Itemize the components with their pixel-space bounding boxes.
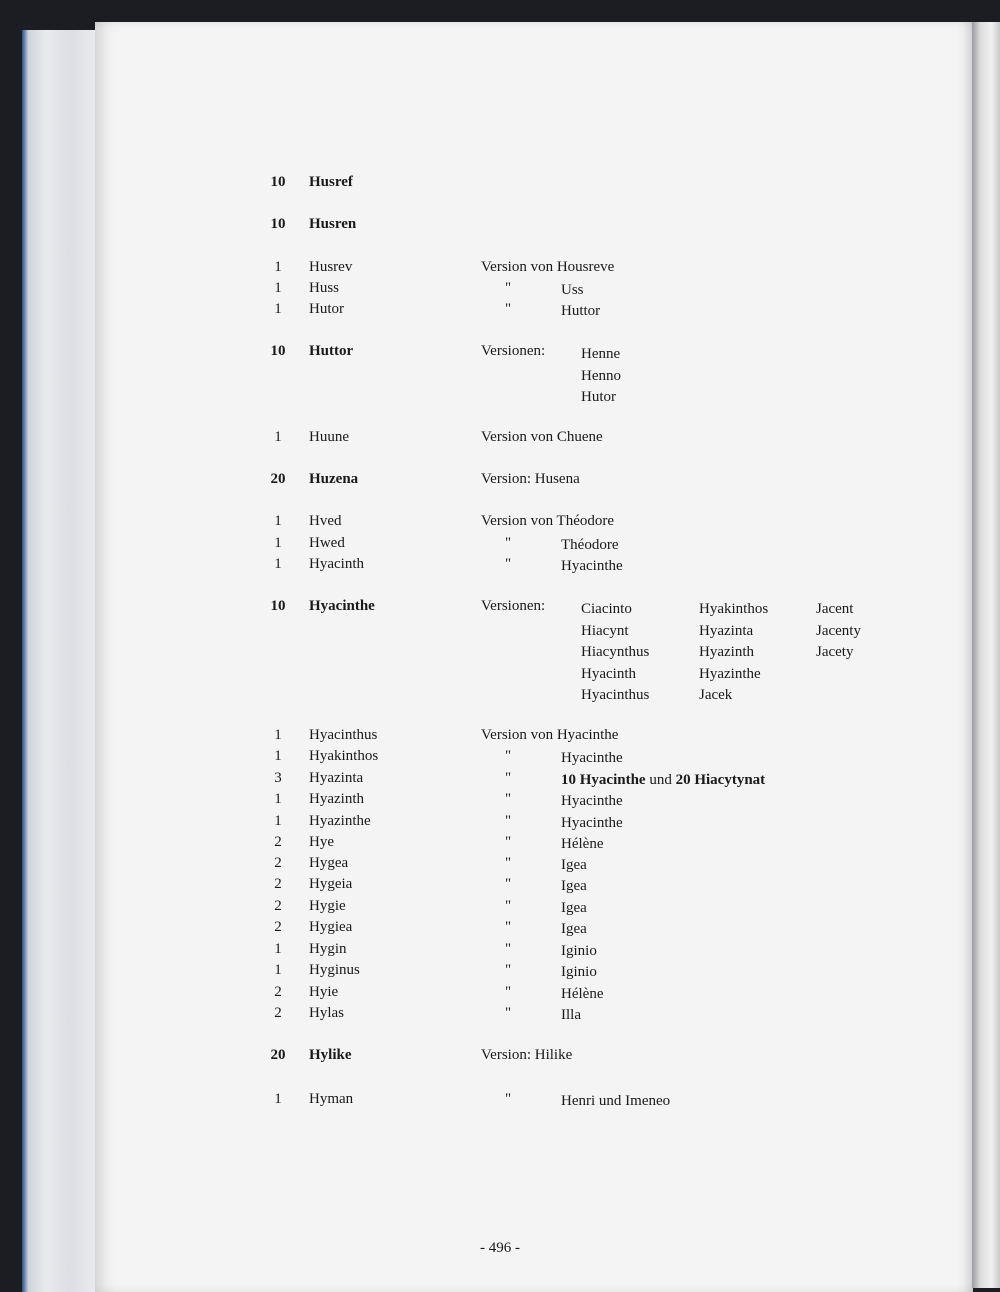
- entry-target: Illa: [561, 1007, 581, 1023]
- entry-target: Hélène: [561, 986, 604, 1002]
- entry-name: Hyazinth: [309, 791, 364, 807]
- entry-name: Hyman: [309, 1091, 354, 1107]
- entry-name: Hved: [309, 513, 342, 529]
- entry-name: Hylike: [309, 1047, 352, 1063]
- entry-target: Iginio: [561, 964, 597, 980]
- entry-target: Iginio: [561, 943, 597, 959]
- book-page-edges: [22, 30, 102, 1292]
- entry-count: 2: [274, 876, 282, 892]
- ditto-mark: ": [505, 941, 512, 957]
- variant-name: Hiacynthus: [581, 644, 650, 660]
- entry-target: Hyacinthe: [561, 793, 623, 809]
- entry-name: Hygie: [309, 898, 346, 914]
- entry-count: 1: [274, 259, 282, 275]
- ditto-mark: ": [505, 1005, 512, 1021]
- ditto-mark: ": [505, 748, 512, 764]
- entry-count: 2: [274, 855, 282, 871]
- entry-description: Version von Théodore: [481, 513, 615, 529]
- variant-name: Hiacynt: [581, 622, 629, 639]
- entry-target: Hyacinthe: [561, 815, 623, 831]
- entry-count: 1: [274, 280, 282, 296]
- entry-count: 2: [274, 984, 282, 1000]
- ditto-mark: ": [505, 962, 512, 978]
- entry-count: 1: [274, 535, 282, 551]
- entry-target: Henri und Imeneo: [561, 1093, 671, 1109]
- entry-target: Huttor: [561, 303, 601, 319]
- entry-count: 1: [274, 791, 282, 807]
- entry-name: Hygeia: [309, 876, 353, 892]
- variant-name: Hyazinth: [699, 644, 754, 660]
- ditto-mark: ": [505, 280, 512, 296]
- ditto-mark: ": [505, 813, 512, 829]
- entry-count: 3: [274, 770, 282, 786]
- entry-name: Hyginus: [309, 962, 360, 978]
- entry-count: 1: [274, 513, 282, 529]
- ditto-mark: ": [505, 1091, 512, 1107]
- variant-name: Jacent: [816, 601, 854, 617]
- entry-name: Hygin: [309, 941, 347, 957]
- entry-name: Hyacinthe: [309, 598, 375, 614]
- entry-count: 1: [274, 727, 282, 743]
- variant-name: Hutor: [581, 389, 616, 405]
- ditto-mark: ": [505, 898, 512, 914]
- ditto-mark: ": [505, 855, 512, 871]
- ditto-mark: ": [505, 876, 512, 892]
- entry-count: 20: [270, 471, 286, 487]
- entry-name: Hyazinthe: [309, 813, 371, 829]
- entry-description: Versionen:: [481, 343, 546, 359]
- entry-target: Igea: [561, 857, 587, 873]
- entry-count: 10: [270, 343, 286, 359]
- variant-name: Hyacinthus: [581, 687, 650, 703]
- entry-count: 10: [270, 216, 286, 232]
- entry-name: Husrev: [309, 259, 353, 275]
- entry-count: 1: [274, 429, 282, 445]
- ditto-mark: ": [505, 834, 512, 850]
- variant-name: Jacety: [816, 644, 854, 660]
- ditto-mark: ": [505, 919, 512, 935]
- entry-count: 2: [274, 1005, 282, 1021]
- entry-target: 10 Hyacinthe und 20 Hiacytynat: [561, 772, 766, 788]
- entry-count: 1: [274, 556, 282, 572]
- entry-name: Huss: [309, 280, 340, 296]
- variant-name: Jacek: [699, 687, 733, 703]
- ditto-mark: ": [505, 770, 512, 786]
- entry-count: 2: [274, 898, 282, 914]
- entry-count: 2: [274, 834, 282, 850]
- entry-description: Version von Chuene: [481, 429, 603, 445]
- variant-name: Hyazinta: [699, 622, 754, 639]
- entry-description: Versionen:: [481, 598, 546, 614]
- entry-count: 2: [274, 919, 282, 935]
- ditto-mark: ": [505, 556, 512, 572]
- entry-count: 1: [274, 1091, 282, 1107]
- entry-count: 20: [270, 1047, 286, 1063]
- entry-name: Hyakinthos: [309, 748, 379, 764]
- entry-count: 1: [274, 813, 282, 829]
- entry-name: Huune: [309, 429, 349, 445]
- entry-name: Huzena: [309, 471, 359, 487]
- entry-name: Hyacinth: [309, 556, 364, 572]
- variant-name: Henno: [581, 367, 621, 384]
- entry-count: 1: [274, 941, 282, 957]
- ditto-mark: ": [505, 984, 512, 1000]
- entry-target: Hyacinthe: [561, 750, 623, 766]
- entry-name: Hye: [309, 834, 334, 850]
- ditto-mark: ": [505, 301, 512, 317]
- book-right-edge: [972, 22, 1000, 1288]
- entry-name: Hylas: [309, 1005, 344, 1021]
- entry-target: Théodore: [561, 537, 619, 553]
- entry-description: Version von Housreve: [481, 259, 615, 275]
- variant-name: Henne: [581, 346, 621, 362]
- variant-name: Jacenty: [816, 622, 861, 639]
- entry-count: 10: [270, 598, 286, 614]
- entry-target: Igea: [561, 878, 587, 894]
- ditto-mark: ": [505, 535, 512, 551]
- entry-description: Version von Hyacinthe: [481, 727, 619, 743]
- entry-name: Hwed: [309, 535, 345, 551]
- entry-target: Igea: [561, 921, 587, 937]
- variant-name: Hyacinth: [581, 665, 636, 682]
- entry-target: Hyacinthe: [561, 558, 623, 574]
- variant-name: Ciacinto: [581, 601, 632, 617]
- entry-name: Husren: [309, 216, 357, 232]
- variant-name: Hyakinthos: [699, 601, 769, 617]
- entry-name: Hygiea: [309, 919, 353, 935]
- entry-name: Hyie: [309, 984, 339, 1000]
- entry-count: 1: [274, 962, 282, 978]
- entry-count: 10: [270, 174, 286, 190]
- entry-name: Hyacinthus: [309, 727, 378, 743]
- entry-count: 1: [274, 748, 282, 764]
- entry-description: Version: Hilike: [481, 1047, 573, 1063]
- entry-target: Igea: [561, 900, 587, 916]
- entry-description: Version: Husena: [481, 471, 580, 487]
- entry-target: Hélène: [561, 836, 604, 852]
- entry-count: 1: [274, 301, 282, 317]
- entry-name: Hygea: [309, 855, 349, 871]
- page-number: - 496 -: [480, 1240, 520, 1256]
- entry-name: Hyazinta: [309, 770, 364, 786]
- entry-name: Husref: [309, 174, 353, 190]
- ditto-mark: ": [505, 791, 512, 807]
- entry-target: Uss: [561, 282, 584, 298]
- variant-name: Hyazinthe: [699, 665, 761, 682]
- entry-name: Huttor: [309, 343, 354, 359]
- entry-name: Hutor: [309, 301, 344, 317]
